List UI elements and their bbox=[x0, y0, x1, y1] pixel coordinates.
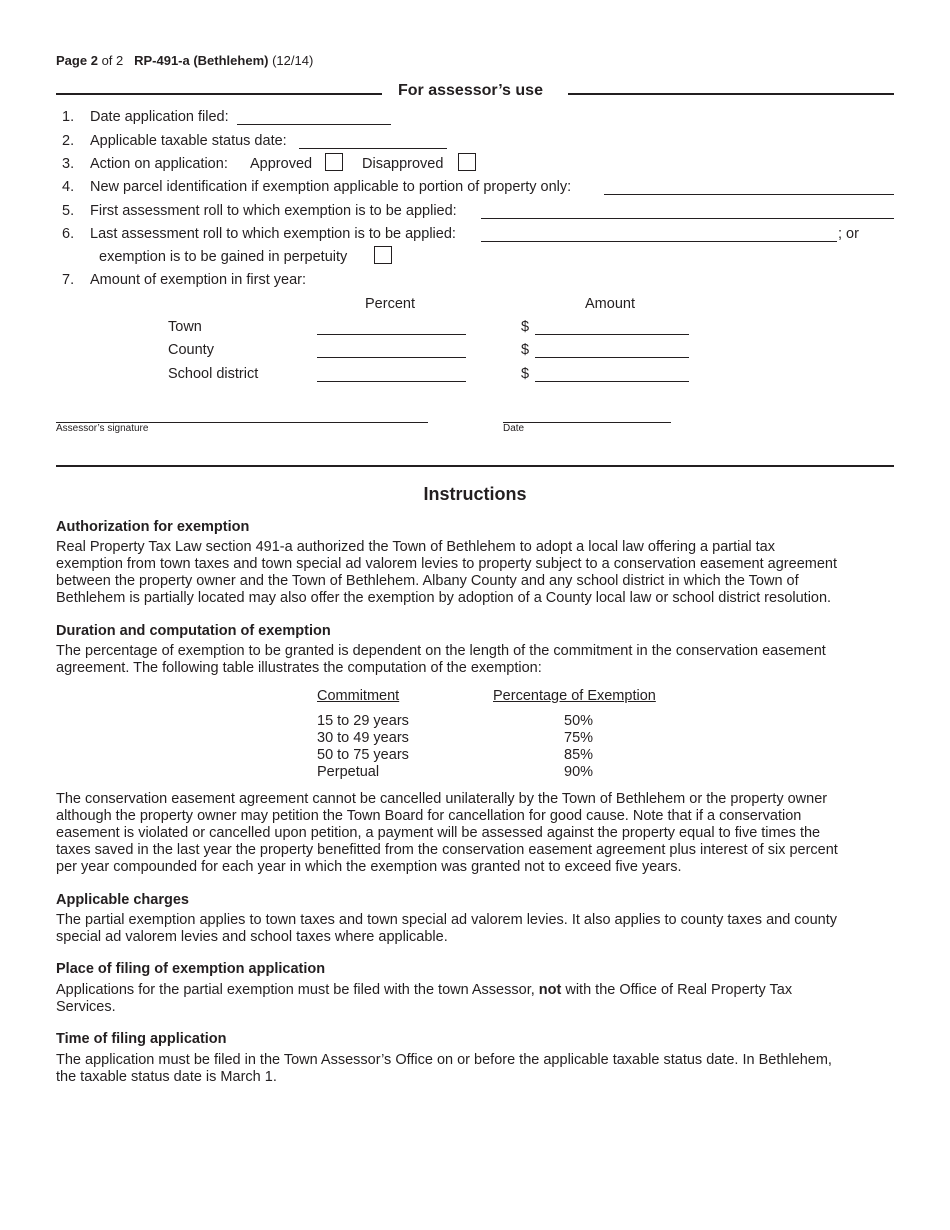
signature-date-field[interactable] bbox=[503, 422, 671, 423]
school-percent-field[interactable] bbox=[317, 381, 466, 382]
place-text: Applications for the partial exemption must be filed with the town Assessor, not with the Office of Real Property Tax Services. bbox=[56, 982, 793, 1015]
authorization-heading: Authorization for exemption bbox=[56, 519, 250, 535]
item-date-filed: 1. Date application filed: bbox=[62, 109, 229, 125]
county-dollar-sign: $ bbox=[521, 342, 530, 358]
perpetuity-label: exemption is to be gained in perpetuity bbox=[99, 249, 348, 265]
county-amount-field[interactable] bbox=[535, 357, 689, 358]
table-row: 85% bbox=[564, 747, 594, 763]
item-last-roll: 6. Last assessment roll to which exemption is to be applied: bbox=[62, 226, 456, 242]
form-id: RP-491-a (Bethlehem) bbox=[134, 53, 269, 68]
perpetuity-checkbox[interactable] bbox=[374, 246, 392, 264]
percentage-list bbox=[564, 713, 593, 781]
table-row: Perpetual bbox=[317, 764, 380, 780]
town-percent-field[interactable] bbox=[317, 334, 466, 335]
taxable-status-date-field[interactable] bbox=[299, 148, 447, 149]
table-row: 15 to 29 years bbox=[317, 713, 409, 729]
commitment-column-header: Commitment bbox=[317, 688, 400, 704]
assessor-signature-label: Assessor’s signature bbox=[56, 423, 149, 434]
county-label: County bbox=[168, 342, 214, 358]
county-percent-field[interactable] bbox=[317, 357, 466, 358]
place-heading: Place of filing of exemption application bbox=[56, 961, 326, 977]
page-header bbox=[56, 53, 313, 68]
or-text: ; or bbox=[838, 226, 859, 242]
form-date: (12/14) bbox=[272, 53, 314, 68]
signature-date-label: Date bbox=[503, 423, 525, 434]
authorization-text: Real Property Tax Law section 491-a authorized the Town of Bethlehem to adopt a local law offering a partial tax exemption from town taxes and town special ad valorem levies to property subject to a conservation easement agreement between the property owner and the Town of Bethlehem. Albany County and any school district in which the Town of Bethlehem is partially located may also offer the exemption by adoption of a County local law or school district resolution. bbox=[56, 539, 837, 606]
time-heading: Time of filing application bbox=[56, 1031, 227, 1047]
amount-column-header: Amount bbox=[585, 296, 635, 312]
item-action: 3. Action on application: bbox=[62, 156, 228, 172]
instructions-title: Instructions bbox=[423, 484, 527, 504]
charges-heading: Applicable charges bbox=[56, 892, 189, 908]
commitment-list bbox=[317, 713, 409, 781]
assessor-section-title: For assessor’s use bbox=[398, 82, 543, 99]
not-emphasis: not bbox=[538, 982, 562, 998]
town-label: Town bbox=[168, 319, 202, 335]
disapproved-label: Disapproved bbox=[362, 156, 444, 172]
school-dollar-sign: $ bbox=[521, 366, 530, 382]
duration-heading: Duration and computation of exemption bbox=[56, 623, 331, 639]
item-taxable-status-date: 2. Applicable taxable status date: bbox=[62, 133, 287, 149]
town-dollar-sign: $ bbox=[521, 319, 530, 335]
last-roll-field[interactable] bbox=[481, 241, 837, 242]
percentage-column-header: Percentage of Exemption bbox=[493, 688, 656, 704]
page-of: of 2 bbox=[101, 53, 124, 68]
assessor-rule-left bbox=[56, 93, 382, 95]
table-row: 75% bbox=[564, 730, 594, 746]
section-divider bbox=[56, 465, 894, 467]
school-amount-field[interactable] bbox=[535, 381, 689, 382]
table-row: 30 to 49 years bbox=[317, 730, 409, 746]
disapproved-checkbox[interactable] bbox=[458, 153, 476, 171]
first-roll-field[interactable] bbox=[481, 218, 894, 219]
town-amount-field[interactable] bbox=[535, 334, 689, 335]
new-parcel-field[interactable] bbox=[604, 194, 894, 195]
approved-label: Approved bbox=[250, 156, 313, 172]
duration-text: The percentage of exemption to be granted is dependent on the length of the commitment in the conservation easement agreement. The following table illustrates the computation of the exemption: bbox=[56, 643, 826, 676]
approved-checkbox[interactable] bbox=[325, 153, 343, 171]
item-new-parcel: 4. New parcel identification if exemption applicable to portion of property only: bbox=[62, 179, 572, 195]
percent-column-header: Percent bbox=[365, 296, 415, 312]
table-row: 50% bbox=[564, 713, 594, 729]
item-first-roll: 5. First assessment roll to which exemption is to be applied: bbox=[62, 203, 457, 219]
item-amount-first-year: 7. Amount of exemption in first year: bbox=[62, 272, 306, 288]
table-row: 50 to 75 years bbox=[317, 747, 409, 763]
time-text: The application must be filed in the Town Assessor’s Office on or before the applicable taxable status date. In Bethlehem, the taxable status date is March 1. bbox=[56, 1052, 832, 1085]
date-filed-field[interactable] bbox=[237, 124, 391, 125]
charges-text: The partial exemption applies to town taxes and town special ad valorem levies. It also applies to county taxes and county special ad valorem levies and school taxes where applicable. bbox=[56, 912, 838, 945]
cancellation-text: The conservation easement agreement cannot be cancelled unilaterally by the Town of Bethlehem or the property owner although the property owner may petition the Town Board for cancellation for good cause. Note that if a conservation easement is violated or cancelled upon petition, a payment will be assessed against the property equal to five times the taxes saved in the last year the property benefitted from the conservation easement agreement plus interest of six percent per year compounded for each year in which the exemption was granted not to exceed five years. bbox=[56, 791, 838, 875]
assessor-rule-right bbox=[568, 93, 894, 95]
page-label: Page bbox=[56, 53, 88, 68]
page-number: 2 bbox=[90, 53, 98, 68]
school-district-label: School district bbox=[168, 366, 259, 382]
table-row: 90% bbox=[564, 764, 594, 780]
